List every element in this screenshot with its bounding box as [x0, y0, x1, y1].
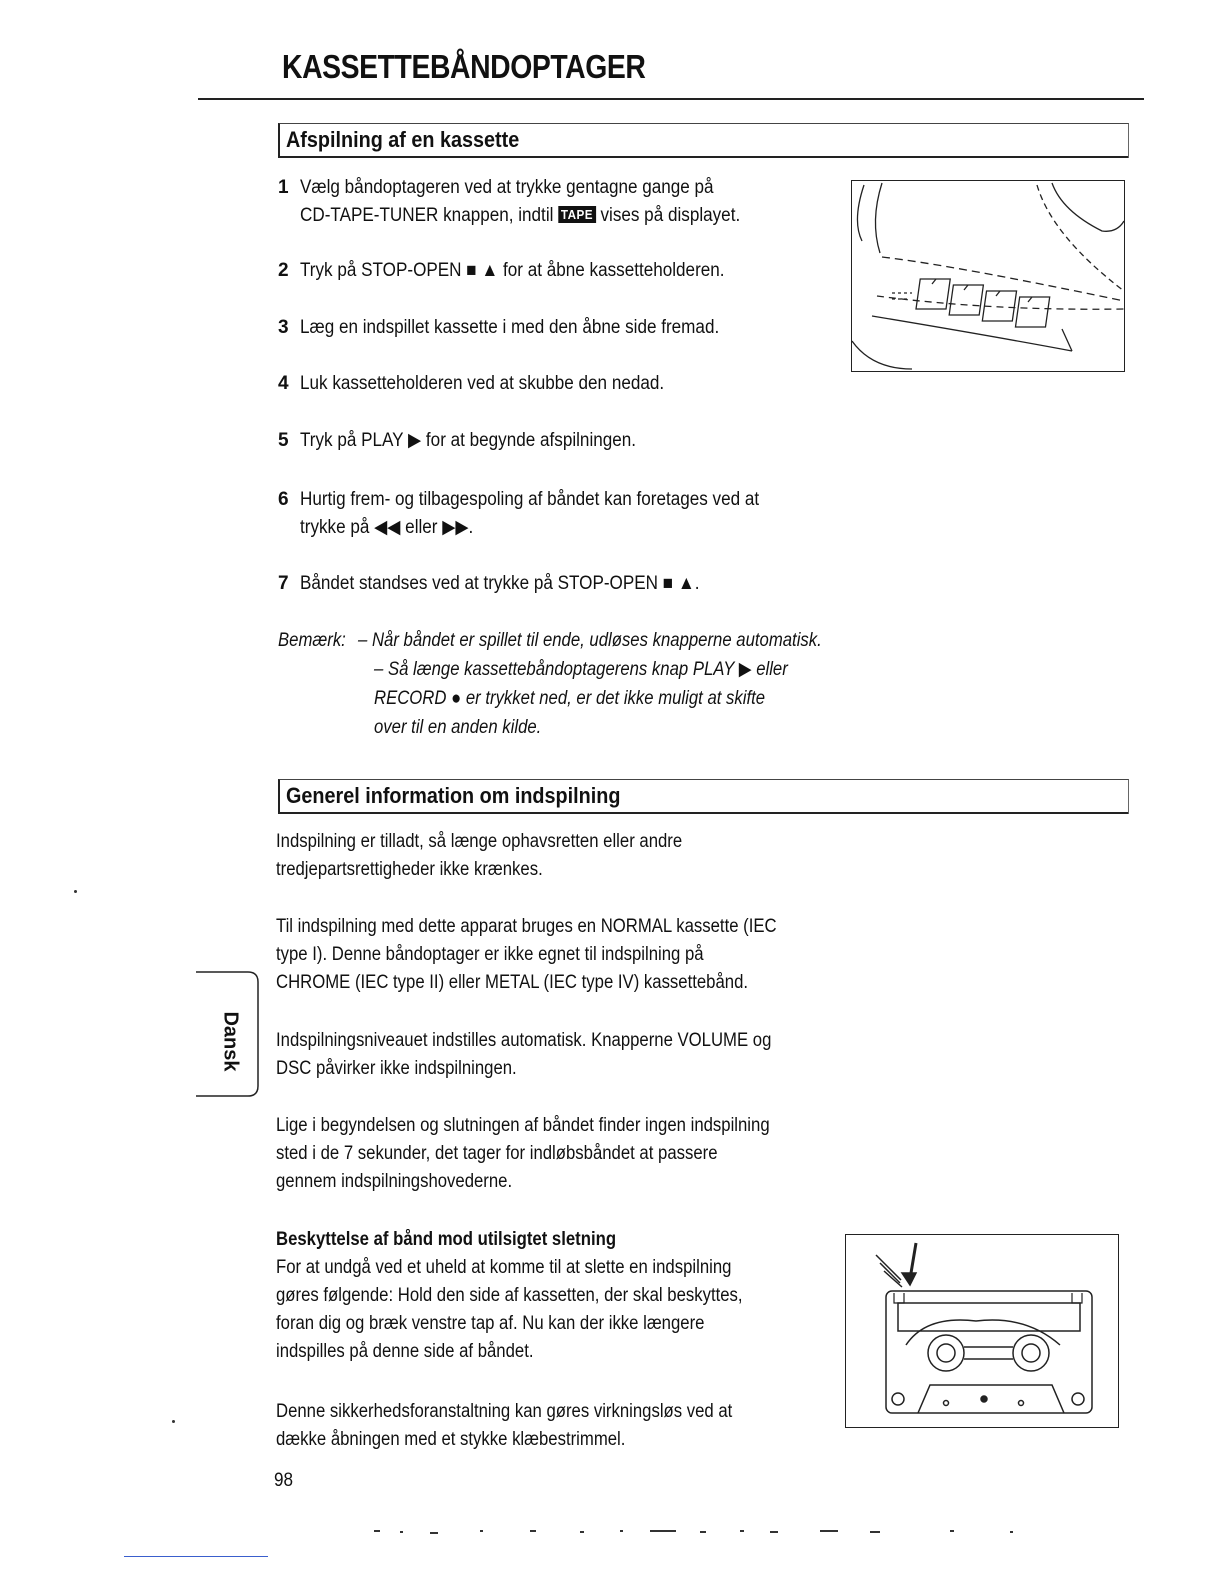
tape-display-badge: TAPE: [558, 206, 596, 223]
step-text: Båndet standses ved at trykke på STOP-OPEN ■ ▲.: [300, 573, 700, 594]
step-number: 1: [278, 177, 289, 198]
paragraph-line: sted i de 7 sekunder, det tager for indløbsbåndet at passere: [276, 1143, 718, 1164]
section-heading-text: Generel information om indspilning: [286, 783, 621, 808]
step-number: 3: [278, 317, 289, 338]
protection-paragraph: [276, 1226, 836, 1366]
paragraph-line: foran dig og bræk venstre tap af. Nu kan der ikke længere: [276, 1313, 705, 1334]
paragraph-line: Indspilningsniveauet indstilles automatisk. Knapperne VOLUME og: [276, 1030, 772, 1051]
note-label: Bemærk:: [278, 630, 346, 651]
step-5: [278, 427, 838, 455]
step-text: Tryk på STOP-OPEN ■ ▲ for at åbne kassetteholderen.: [300, 260, 725, 281]
paragraph: [276, 913, 876, 997]
note-line: – Når båndet er spillet til ende, udløses knapperne automatisk.: [358, 630, 822, 651]
protection-subheading: Beskyttelse af bånd mod utilsigtet sletning: [276, 1229, 617, 1250]
note-line: over til en anden kilde.: [374, 717, 542, 738]
paragraph-line: gøres følgende: Hold den side af kassetten, der skal beskyttes,: [276, 1285, 743, 1306]
paragraph: [276, 1398, 836, 1454]
paragraph-line: Lige i begyndelsen og slutningen af båndet finder ingen indspilning: [276, 1115, 770, 1136]
step-number: 6: [278, 489, 289, 510]
step-text: Vælg båndoptageren ved at trykke gentagne gange på: [300, 177, 714, 198]
cassette-tab-illustration: [845, 1234, 1119, 1428]
scan-speck: [74, 890, 77, 893]
paragraph-line: For at undgå ved et uheld at komme til at slette en indspilning: [276, 1257, 732, 1278]
paragraph: [276, 1112, 876, 1196]
section-heading-text: Afspilning af en kassette: [286, 127, 520, 152]
language-tab-label: Dansk: [219, 1011, 242, 1072]
paragraph-line: Denne sikkerhedsforanstaltning kan gøres virkningsløs ved at: [276, 1401, 733, 1422]
step-text: vises på displayet.: [600, 205, 741, 226]
step-3: [278, 314, 838, 342]
paragraph-line: dække åbningen med et stykke klæbestrimmel.: [276, 1429, 626, 1450]
step-text: Luk kassetteholderen ved at skubbe den nedad.: [300, 373, 665, 394]
paragraph: [276, 1027, 876, 1083]
cassette-drawing: [846, 1235, 1118, 1427]
step-text: CD-TAPE-TUNER knappen, indtil: [300, 205, 554, 226]
step-6: [278, 486, 838, 542]
paragraph-line: type I). Denne båndoptager er ikke egnet til indspilning på: [276, 944, 704, 965]
step-number: 2: [278, 260, 289, 281]
step-4: [278, 370, 838, 398]
step-1: [278, 174, 838, 230]
cassette-deck-illustration: [851, 180, 1125, 372]
note-line: – Så længe kassettebåndoptagerens knap PLAY ▶ eller: [374, 659, 788, 680]
section-heading-playback: [278, 123, 1129, 158]
step-number: 7: [278, 573, 289, 594]
paragraph-line: tredjepartsrettigheder ikke krænkes.: [276, 859, 543, 880]
step-7: [278, 570, 838, 598]
cassette-deck-drawing: [852, 181, 1124, 371]
step-text: Læg en indspillet kassette i med den åbne side fremad.: [300, 317, 720, 338]
title-divider: [198, 98, 1144, 100]
paragraph-line: Til indspilning med dette apparat bruges en NORMAL kassette (IEC: [276, 916, 777, 937]
paragraph-line: CHROME (IEC type II) eller METAL (IEC type IV) kassettebånd.: [276, 972, 749, 993]
page-title: KASSETTEBÅNDOPTAGER: [282, 48, 646, 85]
paragraph-line: DSC påvirker ikke indspilningen.: [276, 1058, 517, 1079]
paragraph-line: gennem indspilningshovederne.: [276, 1171, 513, 1192]
step-text: trykke på ◀◀ eller ▶▶.: [300, 517, 474, 538]
step-number: 4: [278, 373, 289, 394]
step-text: Tryk på PLAY ▶ for at begynde afspilningen.: [300, 430, 637, 451]
section-heading-recording-info: [278, 779, 1129, 814]
page-edge-line: [124, 1556, 268, 1557]
scan-noise: [370, 1526, 1030, 1538]
step-number: 5: [278, 430, 289, 451]
paragraph: [276, 828, 876, 884]
page-number: 98: [274, 1470, 294, 1491]
scan-speck: [172, 1420, 175, 1423]
paragraph-line: indspilles på denne side af båndet.: [276, 1341, 534, 1362]
paragraph-line: Indspilning er tilladt, så længe ophavsretten eller andre: [276, 831, 683, 852]
note-line: RECORD ● er trykket ned, er det ikke muligt at skifte: [374, 688, 766, 709]
step-2: [278, 257, 838, 285]
step-text: Hurtig frem- og tilbagespoling af båndet kan foretages ved at: [300, 489, 760, 510]
